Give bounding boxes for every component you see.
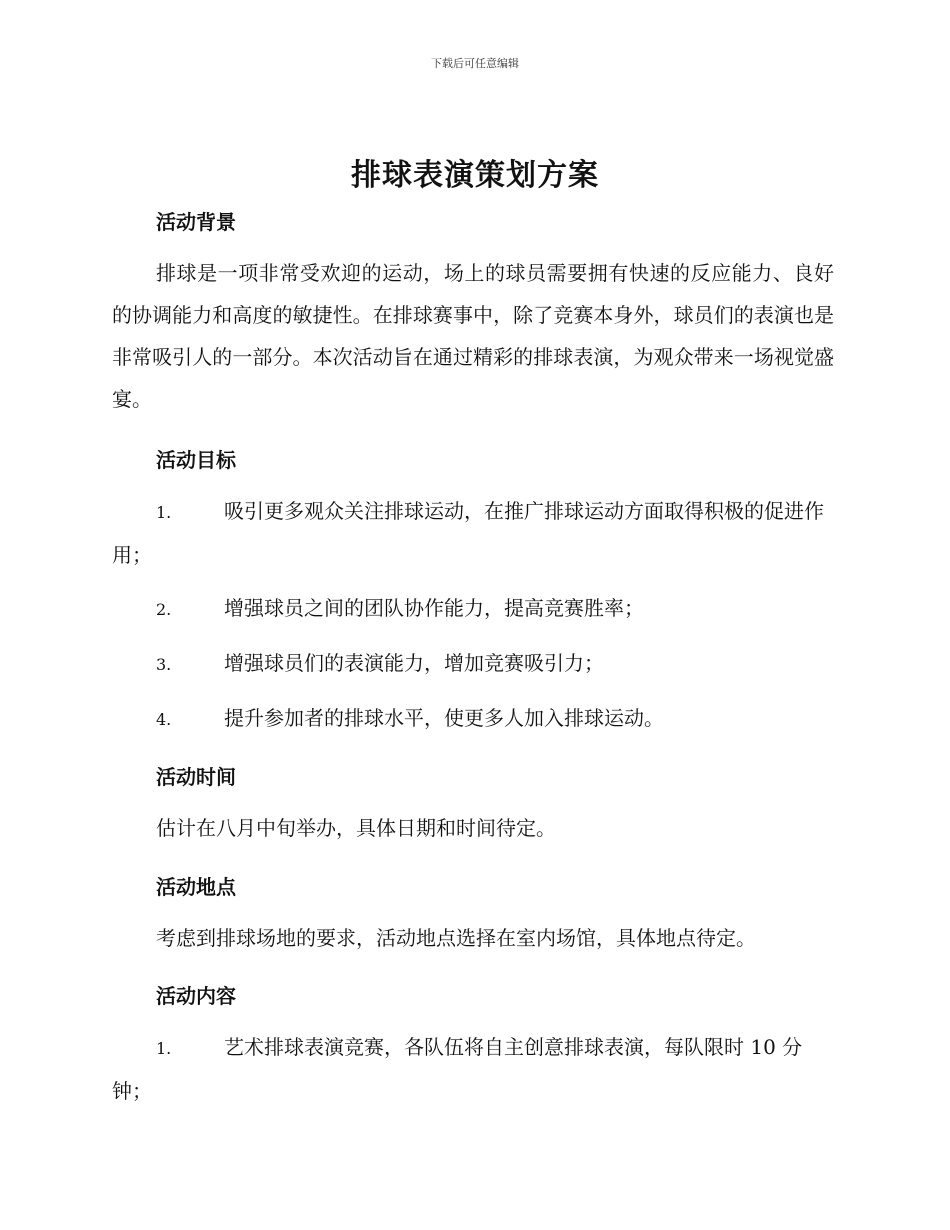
background-paragraph: 排球是一项非常受欢迎的运动，场上的球员需要拥有快速的反应能力、良好的协调能力和高度的敏捷性。在排球赛事中，除了竞赛本身外，球员们的表演也是非常吸引人的一部分。本次活动旨在通过精彩的排球表演，为观众带来一场视觉盛宴。 (112, 261, 834, 411)
document-title: 排球表演策划方案 (351, 158, 599, 193)
list-number: 1. (156, 1039, 172, 1058)
goal-text: 提升参加者的排球水平，使更多人加入排球运动。 (224, 706, 664, 730)
goal-item (112, 587, 834, 631)
header-note: 下载后可任意编辑 (431, 57, 519, 70)
goal-text: 增强球员们的表演能力，增加竞赛吸引力； (224, 651, 604, 675)
section-heading-location: 活动地点 (156, 875, 236, 899)
goal-item (112, 642, 834, 686)
content-item (112, 1026, 834, 1112)
list-number: 3. (156, 655, 172, 674)
list-number: 1. (156, 503, 172, 522)
content-text: 艺术排球表演竞赛，各队伍将自主创意排球表演，每队限时 10 分钟； (112, 1035, 803, 1103)
goal-text: 增强球员之间的团队协作能力，提高竞赛胜率； (224, 596, 644, 620)
section-heading-goals: 活动目标 (156, 448, 236, 472)
goal-item (112, 697, 834, 741)
goal-item (112, 490, 834, 576)
time-paragraph: 估计在八月中旬举办，具体日期和时间待定。 (156, 816, 556, 840)
list-number: 2. (156, 600, 172, 619)
section-heading-time: 活动时间 (156, 765, 236, 789)
goal-text: 吸引更多观众关注排球运动，在推广排球运动方面取得积极的促进作用； (112, 499, 824, 567)
list-number: 4. (156, 710, 172, 729)
section-heading-content: 活动内容 (156, 984, 236, 1008)
section-heading-background: 活动背景 (156, 210, 236, 234)
location-paragraph: 考虑到排球场地的要求，活动地点选择在室内场馆，具体地点待定。 (156, 926, 756, 950)
